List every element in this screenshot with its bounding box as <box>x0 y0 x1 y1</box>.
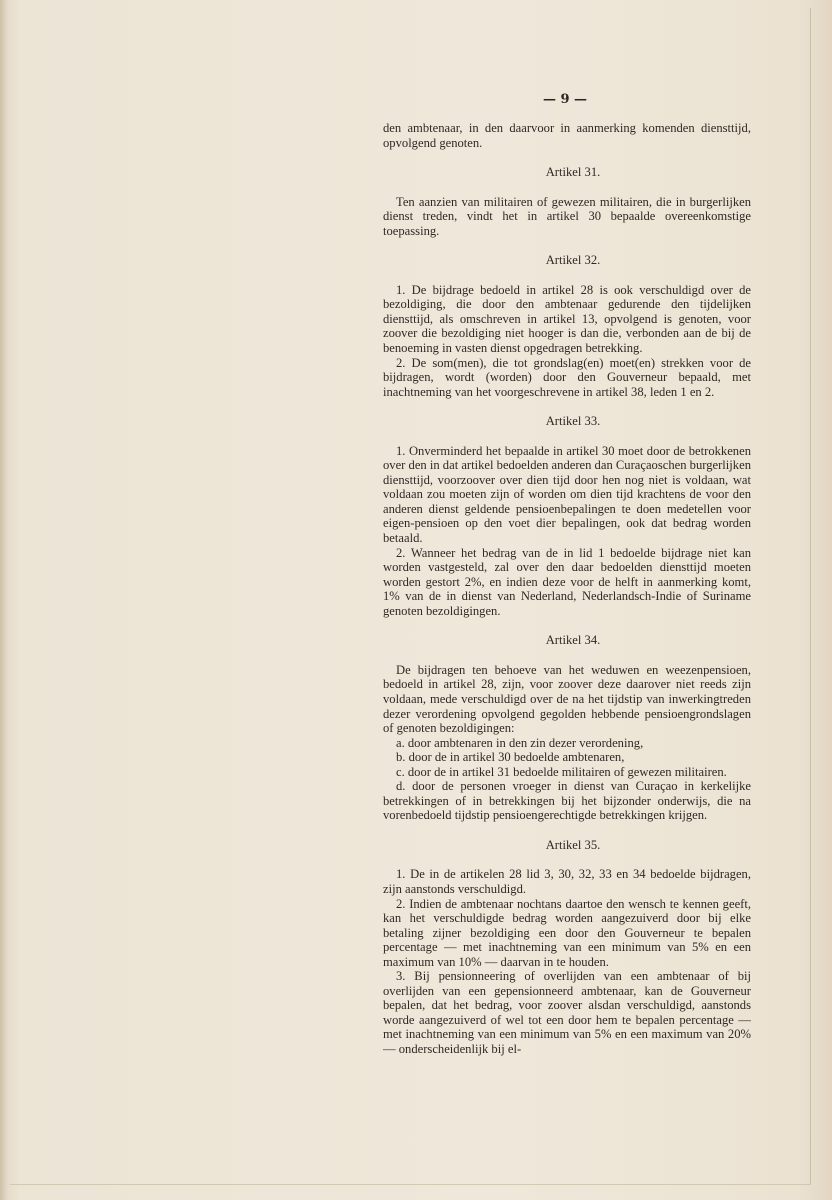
list-item: a. door ambtenaren in den zin dezer verordening, <box>396 735 644 750</box>
paragraph: De bijdragen ten behoeve van het weduwen en weezenpensioen, bedoeld in artikel 28, zijn, voor zoover deze daarover niet reeds zijn voldaan, mede verschuldigd over de na het tijdstip van inwerkingtreden dezer verordening opvolgend gegolden hebbende pensioengrondslagen of genoten bezoldigingen: <box>383 662 751 736</box>
paragraph: 2. De som(men), die tot grondslag(en) moet(en) strekken voor de bijdragen, wordt (worden) door den Gouverneur bepaald, met inachtneming van het voorgeschrevene in artikel 38, leden 1 en 2. <box>383 355 751 399</box>
article-heading: Artikel 34. <box>545 633 601 648</box>
paragraph: Ten aanzien van militairen of gewezen militairen, die in burgerlijken dienst treden, vindt het in artikel 30 bepaalde overeenkomstige toepassing. <box>383 194 751 238</box>
article-heading: Artikel 33. <box>545 414 601 429</box>
paragraph: 3. Bij pensionneering of overlijden van een ambtenaar of bij overlijden van een gepensionneerd ambtenaar, kan de Gouverneur bepalen, dat het bedrag, voor zoover alsdan verschuldigd, aanstonds worde aangezuiverd of wel tot een door hem te bepalen percentage — met inachtneming van een minimum van 5% en een maximum van 20% — onderscheidenlijk bij el- <box>383 969 751 1056</box>
paragraph: 1. Onverminderd het bepaalde in artikel 30 moet door de betrokkenen over den in dat artikel bedoelden anderen dan Curaçaoschen burgerlijken diensttijd, voorzoover over dien tijd door hen nog niet is voldaan, wat voldaan zou moeten zijn of worden om dien tijd krachtens de voor den anderen dienst geldende pensioenbepalingen te doen medetellen voor eigen-pensioen op den voet dier bepalingen, ook dat bedrag worden betaald. <box>383 443 751 546</box>
article-heading: Artikel 35. <box>545 837 601 852</box>
paragraph: 2. Wanneer het bedrag van de in lid 1 bedoelde bijdrage niet kan worden vastgesteld, zal over den daar bedoelden diensttijd moeten worden gestort 2%, en indien deze voor de helft in aanmerking komt, 1% van de in dienst van Nederland, Nederlandsch-Indie of Suriname genoten bezoldigingen. <box>383 545 751 618</box>
paragraph: c. door de in artikel 31 bedoelde militairen of gewezen militairen. <box>396 764 727 779</box>
paragraph: 2. Indien de ambtenaar nochtans daartoe den wensch te kennen geeft, kan het verschuldigde bedrag worden aangezuiverd door bij elke betaling zijner bezoldiging een door den Gouverneur te bepalen percentage — met inachtneming van een minimum van 5% en een maximum van 10% — daarvan in te houden. <box>383 896 751 969</box>
paragraph: 1. De bijdrage bedoeld in artikel 28 is ook verschuldigd over de bezoldiging, die door den ambtenaar gedurende den tijdelijken diensttijd, als omschreven in artikel 13, opvolgend is genoten, voor zoover die bezoldiging niet hooger is dan die, verbonden aan de bij de benoeming in vasten dienst opgedragen betrekking. <box>383 282 751 356</box>
list-item: b. door de in artikel 30 bedoelde ambtenaren, <box>396 750 625 765</box>
article-heading: Artikel 31. <box>545 165 601 180</box>
paragraph: 1. De in de artikelen 28 lid 3, 30, 32, 33 en 34 bedoelde bijdragen, zijn aanstonds verschuldigd. <box>383 867 751 896</box>
page-number: — 9 — <box>542 92 588 107</box>
paragraph: den ambtenaar, in den daarvoor in aanmerking komenden diensttijd, opvolgend genoten. <box>383 121 751 150</box>
article-heading: Artikel 32. <box>545 253 601 268</box>
text-column <box>383 121 751 1057</box>
paragraph: d. door de personen vroeger in dienst van Curaçao in kerkelijke betrekkingen of in betrekkingen bij het bijzonder onderwijs, die na vorenbedoeld tijdstip pensioengerechtigde betrekkingen krijgen. <box>383 779 751 823</box>
